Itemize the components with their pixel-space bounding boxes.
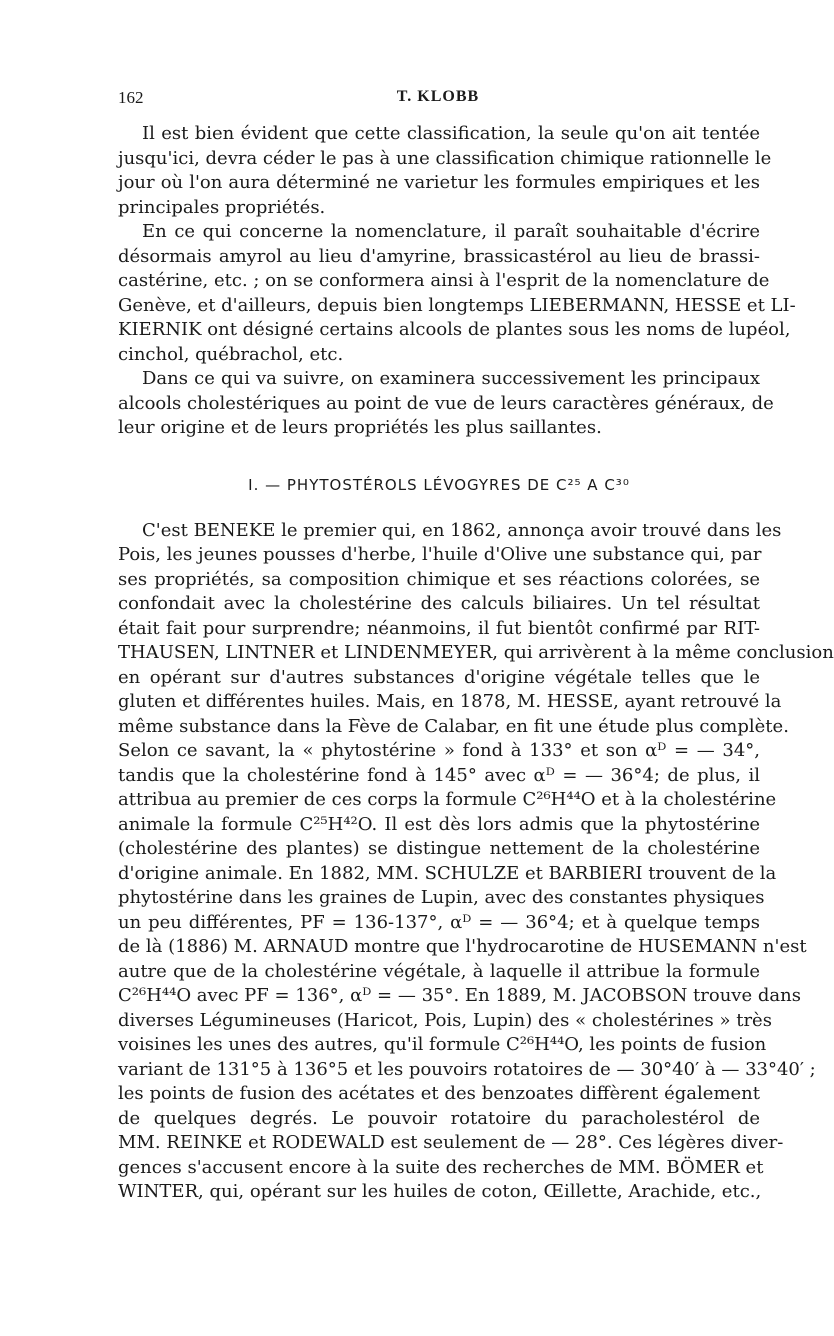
text-line: alcools cholestériques au point de vue de leurs caractères généraux, de	[118, 392, 774, 414]
text-line: Selon ce savant, la « phytostérine » fond à 133° et son αᴰ = — 34°,	[118, 740, 760, 761]
paragraph-plan	[118, 367, 774, 441]
text-line: autre que de la cholestérine végétale, à laquelle il attribue la formule	[118, 960, 760, 982]
text-line: jour où l'on aura déterminé ne varietur les formules empiriques et les	[118, 172, 760, 193]
text-line: attribua au premier de ces corps la formule C²⁶H⁴⁴O et à la cholestérine	[118, 789, 777, 810]
text-line: MM. REINKE et RODEWALD est seulement de — 28°. Ces légères diver-	[118, 1132, 784, 1153]
text-line: confondait avec la cholestérine des calculs biliaires. Un tel résultat	[118, 593, 760, 614]
text-line: Dans ce qui va suivre, on examinera successivement les principaux	[142, 368, 760, 389]
section-heading: I. — PHYTOSTÉROLS LÉVOGYRES DE C²⁵ A C³⁰	[248, 475, 630, 494]
text-line: en opérant sur d'autres substances d'origine végétale telles que le	[118, 666, 760, 688]
text-line: leur origine et de leurs propriétés les plus saillantes.	[118, 417, 602, 438]
text-line: ses propriétés, sa composition chimique et ses réactions colorées, se	[118, 568, 760, 590]
text-line: gluten et différentes huiles. Mais, en 1878, M. HESSE, ayant retrouvé la	[118, 691, 782, 712]
text-line: de là (1886) M. ARNAUD montre que l'hydrocarotine de HUSEMANN n'est	[118, 936, 807, 957]
text-line: tandis que la cholestérine fond à 145° avec αᴰ = — 36°4; de plus, il	[118, 764, 760, 786]
text-line: gences s'accusent encore à la suite des recherches de MM. BÖMER et	[118, 1156, 764, 1178]
text-line: désormais amyrol au lieu d'amyrine, brassicastérol au lieu de brassi-	[118, 245, 760, 267]
text-line: WINTER, qui, opérant sur les huiles de coton, Œillette, Arachide, etc.,	[118, 1181, 762, 1202]
text-line: castérine, etc. ; on se conformera ainsi à l'esprit de la nomenclature de	[118, 270, 770, 291]
text-line: Genève, et d'ailleurs, depuis bien longtemps LIEBERMANN, HESSE et LI-	[118, 294, 796, 316]
text-line: jusqu'ici, devra céder le pas à une classification chimique rationnelle le	[118, 147, 772, 169]
text-line: Pois, les jeunes pousses d'herbe, l'huile d'Olive une substance qui, par	[118, 544, 762, 565]
text-line: d'origine animale. En 1882, MM. SCHULZE et BARBIERI trouvent de la	[118, 862, 777, 884]
text-line: de quelques degrés. Le pouvoir rotatoire du paracholestérol de	[118, 1107, 760, 1129]
text-line: principales propriétés.	[118, 196, 326, 218]
text-line: voisines les unes des autres, qu'il formule C²⁶H⁴⁴O, les points de fusion	[118, 1034, 767, 1055]
text-line: THAUSEN, LINTNER et LINDENMEYER, qui arrivèrent à la même conclusion	[118, 642, 834, 663]
text-line: En ce qui concerne la nomenclature, il paraît souhaitable d'écrire	[142, 221, 760, 242]
text-line: phytostérine dans les graines de Lupin, avec des constantes physiques	[118, 887, 765, 908]
text-line: cinchol, québrachol, etc.	[118, 343, 344, 365]
text-line: animale la formule C²⁵H⁴²O. Il est dès lors admis que la phytostérine	[118, 813, 760, 835]
paragraph-phytosterols	[118, 519, 834, 1205]
text-line: KIERNIK ont désigné certains alcools de plantes sous les noms de lupéol,	[118, 319, 791, 340]
paragraph-nomenclature	[118, 220, 796, 367]
text-line: un peu différentes, PF = 136-137°, αᴰ = — 36°4; et à quelque temps	[118, 911, 760, 933]
text-line: variant de 131°5 à 136°5 et les pouvoirs rotatoires de — 30°40′ à — 33°40′ ;	[118, 1058, 816, 1080]
text-line: était fait pour surprendre; néanmoins, il fut bientôt confirmé par RIT-	[118, 617, 760, 639]
text-line: (cholestérine des plantes) se distingue nettement de la cholestérine	[118, 838, 760, 859]
page-number: 162	[118, 88, 144, 107]
text-line: même substance dans la Fève de Calabar, en fit une étude plus complète.	[118, 715, 789, 737]
spacer	[118, 441, 760, 457]
body-text	[118, 122, 834, 1205]
paragraph-classification	[118, 122, 772, 220]
running-title: T. KLOBB	[396, 88, 480, 105]
text-line: Il est bien évident que cette classification, la seule qu'on ait tentée	[142, 123, 760, 144]
text-line: C'est BENEKE le premier qui, en 1862, annonça avoir trouvé dans les	[142, 519, 782, 541]
text-line: C²⁶H⁴⁴O avec PF = 136°, αᴰ = — 35°. En 1889, M. JACOBSON trouve dans	[118, 985, 801, 1006]
running-head	[118, 88, 758, 110]
text-line: diverses Légumineuses (Haricot, Pois, Lupin) des « cholestérines » très	[118, 1009, 772, 1031]
text-line: les points de fusion des acétates et des benzoates diffèrent également	[118, 1083, 760, 1104]
